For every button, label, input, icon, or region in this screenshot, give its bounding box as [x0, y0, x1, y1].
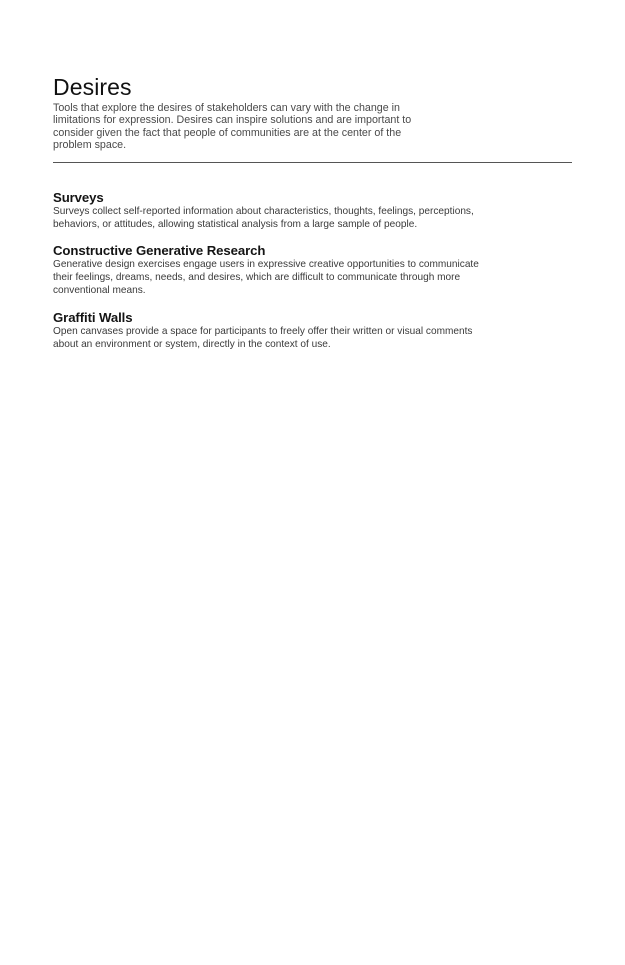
- page-title: Desires: [53, 74, 132, 100]
- method-surveys: [53, 190, 573, 231]
- method-title: Constructive Generative Research: [53, 243, 266, 259]
- method-title: Surveys: [53, 189, 104, 205]
- intro-paragraph: Tools that explore the desires of stakeholders can vary with the change in limitations for expression. Desires can inspire solutions and are important to consider given the fact that people of communities are at the center of the problem space.: [53, 102, 412, 152]
- method-list: [53, 190, 573, 351]
- method-description: Open canvases provide a space for participants to freely offer their written or visual comments about an environment or system, directly in the context of use.: [53, 325, 473, 350]
- document-page: [53, 74, 573, 363]
- method-graffiti-walls: [53, 310, 573, 351]
- method-title: Graffiti Walls: [53, 309, 133, 325]
- section-divider: [53, 162, 572, 163]
- method-constructive-generative-research: [53, 243, 573, 298]
- method-description: Generative design exercises engage users in expressive creative opportunities to communicate their feelings, dreams, needs, and desires, which are difficult to communicate through more conventional means.: [53, 259, 479, 297]
- method-description: Surveys collect self-reported information about characteristics, thoughts, feelings, perceptions, behaviors, or attitudes, allowing statistical analysis from a large sample of people.: [53, 205, 474, 230]
